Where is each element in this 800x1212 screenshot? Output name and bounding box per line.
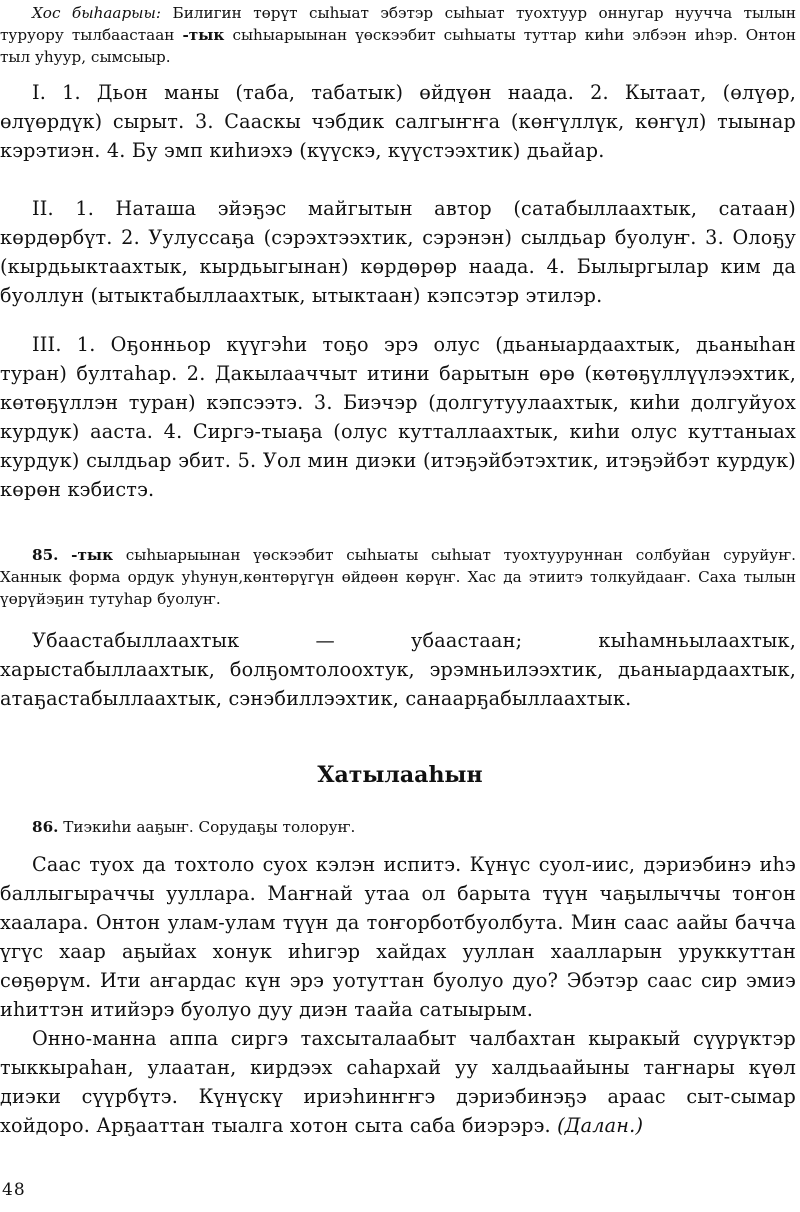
- section-II: [0, 194, 796, 310]
- note-prefix: Хос быһаарыы:: [32, 4, 162, 22]
- exercise-86-text: [0, 850, 796, 1140]
- exercise-86-para-2: [0, 1024, 796, 1140]
- note-text-1: Билигин төрүт сыһыат эбэтэр сыһыат туохтуур оннугар нуучча тылын туруору тылбаастаан: [0, 4, 797, 44]
- exercise-85-suffix: -тык: [71, 546, 114, 564]
- exercise-86-para-2-text: Онно-манна аппа сиргэ тахсыталаабыт чалбахтан кыракый сүүрүктэр тыккыраһан, улаатан, кирдээх саһархай уу халдьаайыны таҥнары күөл диэки сүүрбүтэ. Күнүскү ириэһинҥҥэ дэриэбинэҕэ араас сыт-сымар хойдоро. Арҕааттан тыалга хотон сыта саба биэрэрэ.: [0, 1027, 796, 1137]
- exercise-85-word-list: Убаастабыллаахтык — убаастаан; кыһамньылаахтык, харыстабыллаахтык, болҕомтолоохтук, эрэмньилээхтик, дьаныардаахтык, атаҕастабыллаахтык, сэнэбиллээхтик, санаарҕабыллаахтык.: [0, 629, 796, 710]
- exercise-86-source: (Далан.): [557, 1114, 644, 1137]
- section-III-text: III. 1. Оҕонньор күүгэһи тоҕо эрэ олус (дьаныардаахтык, дьаныһан туран) бултаһар. 2. Дакылааччыт итини барытын өрө (көтөҕүллүүлээхтик, көтөҕүллэн туран) кэпсээтэ. 3. Биэчэр (долгутуулаахтык, киһи долгуйуох курдук) ааста. 4. Сиргэ-тыаҕа (олус кутталлаахтык, киһи олус куттаныах курдук) сылдьар эбит. 5. Уол мин диэки (итэҕэйбэтэхтик, итэҕэйбэт курдук) көрөн кэбистэ.: [0, 333, 796, 501]
- top-note: [0, 2, 796, 68]
- exercise-86-task: Тиэкиһи ааҕыҥ. Сорудаҕы толоруҥ.: [63, 818, 356, 836]
- exercise-86-number: 86.: [32, 818, 59, 836]
- section-I-text: I. 1. Дьон маны (таба, табатык) өйдүөн наада. 2. Кытаат, (өлүөр, өлүөрдүк) сырыт. 3. Сааскы чэбдик салгыҥҥа (көҥүллүк, көҥүл) тыынар кэрэтиэн. 4. Бу эмп киһиэхэ (күүскэ, күүстээхтик) дьайар.: [0, 81, 796, 162]
- note-suffix: -тык: [182, 26, 225, 44]
- exercise-86-para-1: Саас туох да тохтоло суох кэлэн испитэ. Күнүс суол-иис, дэриэбинэ иһэ баллыгыраччы ууллара. Маҥнай утаа ол барыта түүн чаҕылыччы тоҥон хаалара. Онтон улам-улам түүн да тоҥорботбуолбута. Мин саас аайы бачча үгүс хаар аҕыйах хонук иһигэр хайдах ууллан хаалларын уруккуттан сөҕөрүм. Ити аҥардас күн эрэ уотуттан буолуо дуо? Эбэтэр саас сир эмиэ иһиттэн итийэрэ буолуо дуу диэн таайа сатыырым.: [0, 853, 796, 1021]
- section-III: [0, 330, 796, 504]
- exercise-86: [0, 816, 796, 838]
- exercise-85: [0, 544, 796, 610]
- page-number: 48: [2, 1180, 26, 1200]
- section-II-text: II. 1. Наташа эйэҕэс майгытын автор (сатабыллаахтык, сатаан) көрдөрбүт. 2. Уулуссаҕа (сэрэхтээхтик, сэрэнэн) сылдьар буолуҥ. 3. Олоҕу (кырдьыктаахтык, кырдьыгынан) көрдөрөр наада. 4. Былыргылар ким да буоллун (ытыктабыллаахтык, ытыктаан) кэпсэтэр этилэр.: [0, 197, 796, 307]
- section-I: [0, 78, 796, 165]
- exercise-85-words: [0, 626, 796, 713]
- note-text-2: сыһыарыынан үөскээбит сыһыаты туттар киһи элбээн иһэр. Онтон тыл уһуур, сымсыыр.: [0, 26, 797, 66]
- exercise-85-task: сыһыарыынан үөскээбит сыһыаты сыһыат туохтууруннан солбуйан суруйуҥ. Ханнык форма ордук уһунун,көнтөрүгүн өйдөөн көрүҥ. Хас да этиитэ толкуйдааҥ. Саха тылын үөрүйэҕин тутуһар буолуҥ.: [0, 546, 797, 608]
- exercise-85-number: 85.: [32, 546, 59, 564]
- section-heading: Хатылааһын: [317, 762, 483, 788]
